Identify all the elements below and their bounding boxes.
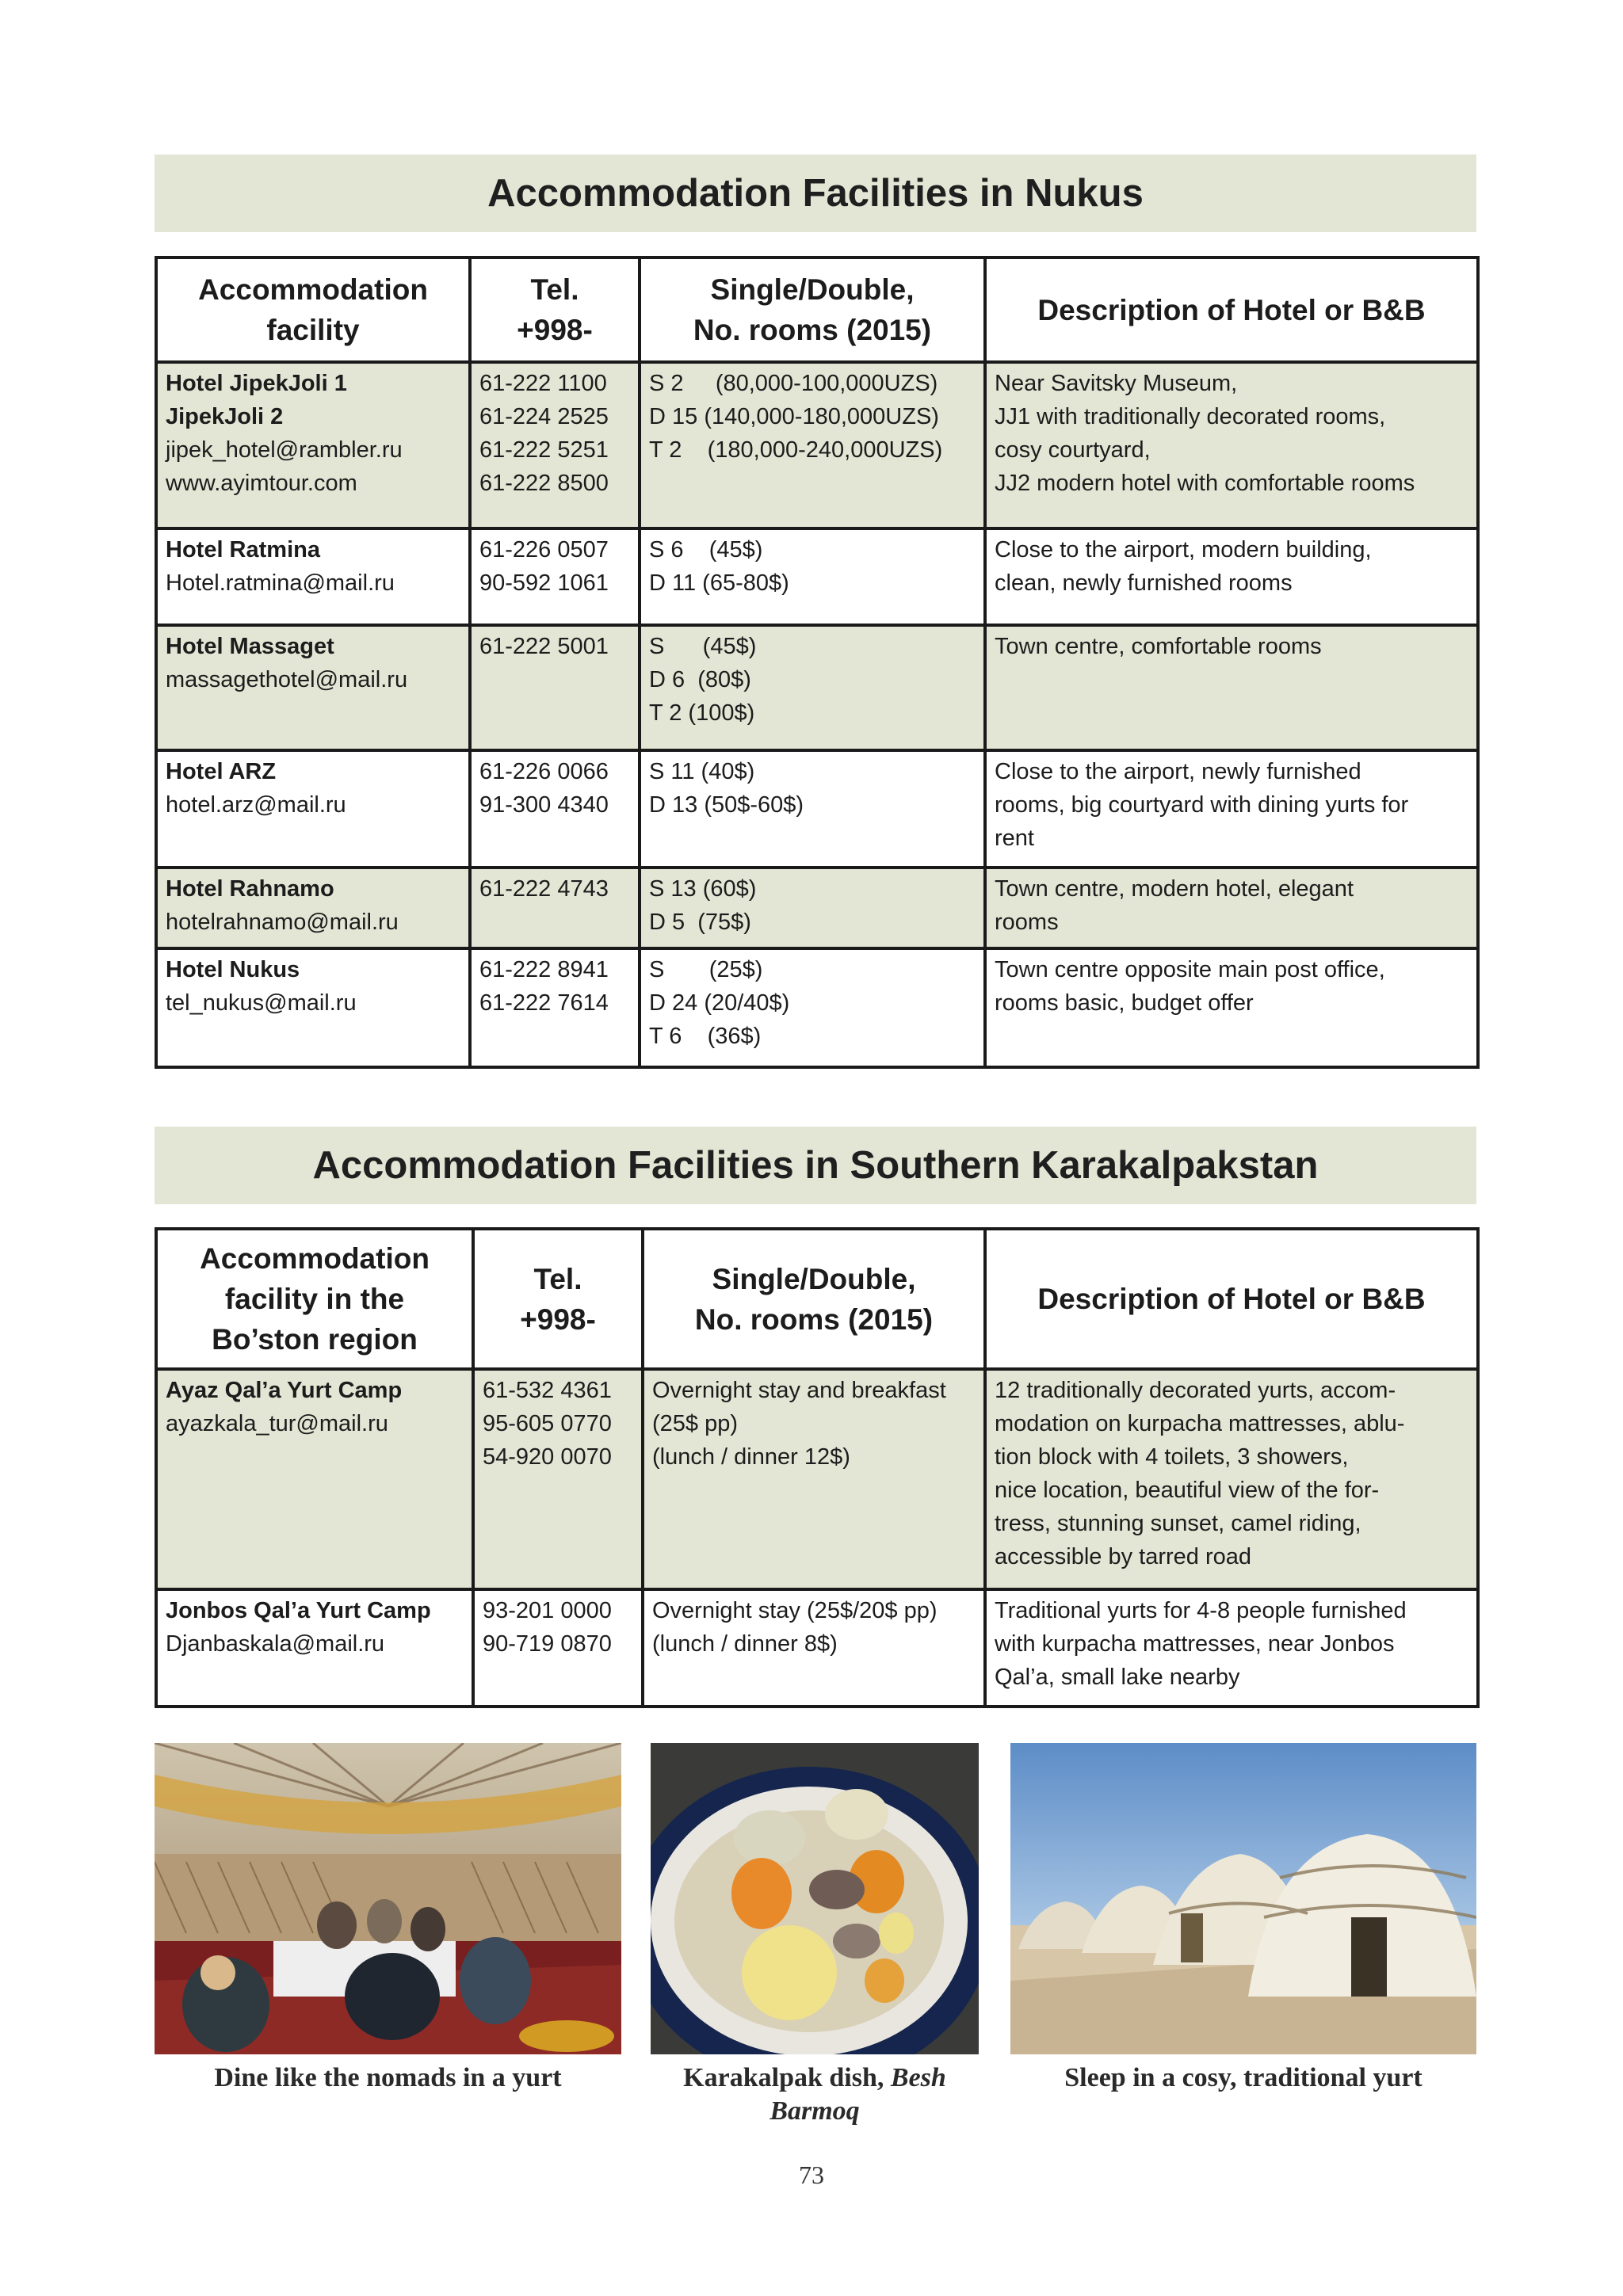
- cell-line: 93-201 0000: [483, 1598, 612, 1623]
- cell-line: hotel.arz@mail.ru: [166, 792, 346, 818]
- tel-cell: [473, 1369, 643, 1589]
- rooms-cell: [640, 625, 985, 750]
- cell-line: D 24 (20/40$): [649, 990, 790, 1016]
- header-facility: Accommodation facility in the Bo’ston region: [156, 1229, 473, 1369]
- photo-besh-barmoq-dish: [651, 1743, 979, 2054]
- cell-line: 61-222 4743: [479, 876, 609, 902]
- cell-line: Overnight stay and breakfast: [652, 1378, 946, 1403]
- cell-line: S (45$): [649, 634, 757, 659]
- cell-line: Town centre, comfortable rooms: [995, 634, 1322, 659]
- table-row: [156, 528, 1478, 625]
- cell-line: nice location, beautiful view of the for-: [995, 1478, 1380, 1503]
- header-description: Description of Hotel or B&B: [985, 257, 1478, 362]
- tel-cell: [470, 948, 640, 1067]
- cell-line: jipek_hotel@rambler.ru: [166, 437, 403, 463]
- cell-line: www.ayimtour.com: [166, 471, 357, 496]
- cell-line: T 6 (36$): [649, 1024, 762, 1049]
- header-description: Description of Hotel or B&B: [985, 1229, 1478, 1369]
- cell-line: S (25$): [649, 957, 763, 982]
- page-number: 73: [799, 2161, 824, 2189]
- cell-line: 95-605 0770: [483, 1411, 612, 1436]
- cell-line: 61-222 5001: [479, 634, 609, 659]
- cell-line: D 5 (75$): [649, 910, 751, 935]
- description-cell: [985, 1589, 1478, 1707]
- table-row: [156, 750, 1478, 868]
- description-cell: [985, 948, 1478, 1067]
- description-cell: [985, 868, 1478, 948]
- cell-line: D 15 (140,000-180,000UZS): [649, 404, 939, 429]
- photo-caption-yurt-dining: Dine like the nomads in a yurt: [214, 2063, 562, 2092]
- tel-cell: [473, 1589, 643, 1707]
- cell-line: 12 traditionally decorated yurts, accom-: [995, 1378, 1396, 1403]
- cell-line: S 6 (45$): [649, 537, 763, 563]
- cell-line: JipekJoli 2: [166, 404, 284, 429]
- facility-cell: [156, 868, 470, 948]
- table-row: [156, 948, 1478, 1067]
- description-cell: [985, 750, 1478, 868]
- cell-line: rooms: [995, 910, 1059, 935]
- tel-cell: [470, 528, 640, 625]
- rooms-cell: [640, 362, 985, 528]
- cell-line: D 6 (80$): [649, 667, 751, 692]
- cell-line: Town centre opposite main post office,: [995, 957, 1385, 982]
- cell-line: D 13 (50$-60$): [649, 792, 804, 818]
- cell-line: Hotel Nukus: [166, 957, 300, 982]
- table-row: [156, 625, 1478, 750]
- cell-line: Ayaz Qal’a Yurt Camp: [166, 1378, 403, 1403]
- header-tel: Tel. +998-: [470, 257, 640, 362]
- facility-cell: [156, 750, 470, 868]
- cell-line: Overnight stay (25$/20$ pp): [652, 1598, 938, 1623]
- cell-line: (25$ pp): [652, 1411, 739, 1436]
- rooms-cell: [643, 1589, 985, 1707]
- rooms-cell: [640, 868, 985, 948]
- header-facility: Accommodation facility: [156, 257, 470, 362]
- nukus-accommodation-table: [155, 256, 1480, 1069]
- cell-line: 90-719 0870: [483, 1631, 612, 1657]
- table-row: [156, 1589, 1478, 1707]
- cell-line: 61-222 7614: [479, 990, 609, 1016]
- cell-line: Hotel Massaget: [166, 634, 334, 659]
- cell-line: 61-222 8500: [479, 471, 609, 496]
- cell-line: 61-226 0066: [479, 759, 609, 784]
- cell-line: S 11 (40$): [649, 759, 755, 784]
- cell-line: (lunch / dinner 12$): [652, 1444, 850, 1470]
- tel-cell: [470, 362, 640, 528]
- cell-line: Djanbaskala@mail.ru: [166, 1631, 385, 1657]
- cell-line: Near Savitsky Museum,: [995, 371, 1238, 396]
- cell-line: Close to the airport, modern building,: [995, 537, 1372, 563]
- cell-line: D 11 (65-80$): [649, 570, 789, 596]
- cell-line: JJ2 modern hotel with comfortable rooms: [995, 471, 1415, 496]
- table-row: [156, 362, 1478, 528]
- cell-line: 61-224 2525: [479, 404, 609, 429]
- header-tel: Tel. +998-: [473, 1229, 643, 1369]
- facility-cell: [156, 1589, 473, 1707]
- facility-cell: [156, 528, 470, 625]
- cell-line: tion block with 4 toilets, 3 showers,: [995, 1444, 1349, 1470]
- cell-line: 90-592 1061: [479, 570, 609, 596]
- cell-line: S 13 (60$): [649, 876, 757, 902]
- rooms-cell: [640, 948, 985, 1067]
- cell-line: JJ1 with traditionally decorated rooms,: [995, 404, 1386, 429]
- cell-line: Hotel JipekJoli 1: [166, 371, 347, 396]
- table-row: [156, 1369, 1478, 1589]
- cell-line: Jonbos Qal’a Yurt Camp: [166, 1598, 431, 1623]
- cell-line: 54-920 0070: [483, 1444, 612, 1470]
- tel-cell: [470, 868, 640, 948]
- cell-line: Close to the airport, newly furnished: [995, 759, 1361, 784]
- cell-line: clean, newly furnished rooms: [995, 570, 1293, 596]
- description-cell: [985, 528, 1478, 625]
- cell-line: 61-222 8941: [479, 957, 609, 982]
- cell-line: rooms basic, budget offer: [995, 990, 1254, 1016]
- rooms-cell: [643, 1369, 985, 1589]
- cell-line: Qal’a, small lake nearby: [995, 1665, 1240, 1690]
- cell-line: 61-222 1100: [479, 371, 607, 396]
- cell-line: modation on kurpacha mattresses, ablu-: [995, 1411, 1405, 1436]
- description-cell: [985, 625, 1478, 750]
- photo-caption-besh-barmoq: Karakalpak dish, Besh Barmoq: [683, 2063, 946, 2126]
- photo-yurt-dining: [155, 1743, 621, 2054]
- facility-cell: [156, 948, 470, 1067]
- cell-line: cosy courtyard,: [995, 437, 1151, 463]
- table-row: [156, 868, 1478, 948]
- photo-caption-yurt-camp: Sleep in a cosy, traditional yurt: [1064, 2063, 1423, 2092]
- cell-line: T 2 (180,000-240,000UZS): [649, 437, 943, 463]
- cell-line: Hotel ARZ: [166, 759, 277, 784]
- tel-cell: [470, 750, 640, 868]
- cell-line: tel_nukus@mail.ru: [166, 990, 357, 1016]
- header-rooms: Single/Double, No. rooms (2015): [640, 257, 985, 362]
- cell-line: Town centre, modern hotel, elegant: [995, 876, 1354, 902]
- description-cell: [985, 1369, 1478, 1589]
- section-title-southern-karakalpakstan: Accommodation Facilities in Southern Karakalpakstan: [155, 1127, 1476, 1204]
- cell-line: accessible by tarred road: [995, 1544, 1251, 1569]
- facility-cell: [156, 362, 470, 528]
- rooms-cell: [640, 750, 985, 868]
- photo-yurt-camp: [1010, 1743, 1476, 2054]
- cell-line: (lunch / dinner 8$): [652, 1631, 838, 1657]
- cell-line: T 2 (100$): [649, 700, 755, 726]
- facility-cell: [156, 625, 470, 750]
- cell-line: hotelrahnamo@mail.ru: [166, 910, 399, 935]
- cell-line: tress, stunning sunset, camel riding,: [995, 1511, 1361, 1536]
- cell-line: Hotel Rahnamo: [166, 876, 334, 902]
- description-cell: [985, 362, 1478, 528]
- header-rooms: Single/Double, No. rooms (2015): [643, 1229, 985, 1369]
- tel-cell: [470, 625, 640, 750]
- cell-line: 91-300 4340: [479, 792, 609, 818]
- cell-line: rooms, big courtyard with dining yurts for: [995, 792, 1409, 818]
- rooms-cell: [640, 528, 985, 625]
- cell-line: Traditional yurts for 4-8 people furnished: [995, 1598, 1407, 1623]
- cell-line: Hotel.ratmina@mail.ru: [166, 570, 395, 596]
- cell-line: 61-222 5251: [479, 437, 609, 463]
- cell-line: 61-226 0507: [479, 537, 609, 563]
- cell-line: ayazkala_tur@mail.ru: [166, 1411, 388, 1436]
- facility-cell: [156, 1369, 473, 1589]
- cell-line: 61-532 4361: [483, 1378, 612, 1403]
- cell-line: Hotel Ratmina: [166, 537, 320, 563]
- southern-accommodation-table: [155, 1227, 1480, 1708]
- section-title-nukus: Accommodation Facilities in Nukus: [155, 154, 1476, 232]
- cell-line: rent: [995, 826, 1034, 851]
- cell-line: with kurpacha mattresses, near Jonbos: [995, 1631, 1395, 1657]
- cell-line: S 2 (80,000-100,000UZS): [649, 371, 938, 396]
- cell-line: massagethotel@mail.ru: [166, 667, 408, 692]
